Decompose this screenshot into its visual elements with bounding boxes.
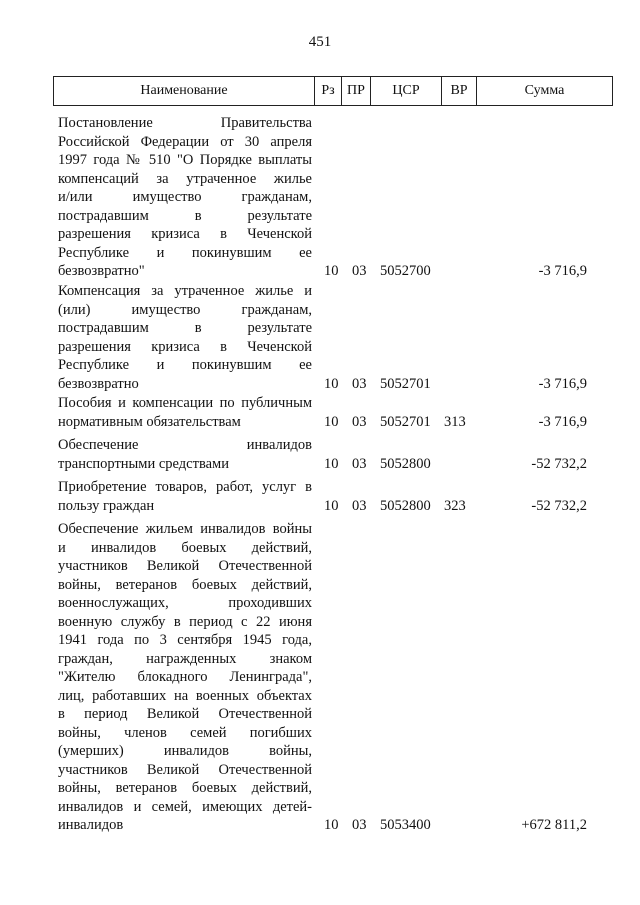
row-name <box>58 394 312 431</box>
row-name-line: транспортными средствами <box>58 455 229 472</box>
row-sum: -3 716,9 <box>538 375 587 392</box>
header-sum: Сумма <box>524 83 565 98</box>
row-pr: 03 <box>352 455 367 472</box>
table-row <box>0 478 640 515</box>
row-csr: 5053400 <box>380 817 431 833</box>
row-rz: 10 <box>324 817 339 833</box>
row-name-line: Республике и покинувшим ее <box>58 244 312 261</box>
row-name-line: инвалидов и семей, имеющих детей- <box>58 798 312 815</box>
row-name-line: "Жителю блокадного Ленинграда", <box>58 669 312 685</box>
row-name-line: войны, членов семей погибших <box>58 724 312 741</box>
row-sum: +672 811,2 <box>521 817 587 833</box>
row-sum: -3 716,9 <box>538 263 587 279</box>
row-sum: -3 716,9 <box>538 413 587 430</box>
header-rz: Рз <box>315 77 342 105</box>
row-name-line: безвозвратно <box>58 375 139 392</box>
row-name-line: 1997 года № 510 "О Порядке выплаты <box>58 152 312 168</box>
row-name-line: Компенсация за утраченное жилье и <box>58 283 312 299</box>
row-name-line: в период Великой Отечественной <box>58 706 312 722</box>
table-header <box>53 76 613 106</box>
row-name-line: граждан, награжденных знаком <box>58 650 312 667</box>
row-vr: 323 <box>444 497 466 514</box>
row-name-line: разрешения кризиса в Чеченской <box>58 226 312 242</box>
row-name-line: войны, ветеранов боевых действий, <box>58 780 312 796</box>
row-csr: 5052701 <box>380 413 431 430</box>
row-sum: -52 732,2 <box>531 455 587 472</box>
row-pr: 03 <box>352 263 367 279</box>
row-name-line: (умерших) инвалидов войны, <box>58 743 312 759</box>
header-name: Наименование <box>54 77 315 105</box>
row-pr: 03 <box>352 817 367 833</box>
row-name-line: инвалидов <box>58 817 124 833</box>
table-row <box>0 282 640 393</box>
row-name-line: нормативным обязательствам <box>58 413 241 430</box>
row-name-line: Обеспечение жильем инвалидов войны <box>58 521 312 537</box>
row-name <box>58 478 312 515</box>
table-row <box>0 520 640 835</box>
row-rz: 10 <box>324 455 339 472</box>
row-name-line: пострадавшим в результате <box>58 207 312 224</box>
row-rz: 10 <box>324 413 339 430</box>
row-vr: 313 <box>444 413 466 430</box>
table-row <box>0 114 640 281</box>
row-name <box>58 520 312 835</box>
row-name-line: компенсаций за утраченное жилье <box>58 170 312 187</box>
table-row <box>0 436 640 473</box>
row-name-line: участников Великой Отечественной <box>58 558 312 574</box>
page-number: 451 <box>308 34 332 50</box>
row-name <box>58 436 312 473</box>
row-name-line: Российской Федерации от 30 апреля <box>58 133 312 150</box>
header-pr: ПР <box>342 77 371 105</box>
row-rz: 10 <box>324 497 339 514</box>
row-name-line: безвозвратно" <box>58 263 145 279</box>
row-pr: 03 <box>352 497 367 514</box>
row-name-line: Обеспечение инвалидов <box>58 437 312 453</box>
table-row <box>0 394 640 431</box>
row-rz: 10 <box>324 375 339 392</box>
row-name-line: разрешения кризиса в Чеченской <box>58 338 312 355</box>
row-name-line: пострадавшим в результате <box>58 320 312 336</box>
row-pr: 03 <box>352 375 367 392</box>
row-name-line: Пособия и компенсации по публичным <box>58 395 312 411</box>
row-name-line: участников Великой Отечественной <box>58 761 312 778</box>
row-name <box>58 282 312 393</box>
row-name-line: Постановление Правительства <box>58 115 312 131</box>
row-sum: -52 732,2 <box>531 497 587 514</box>
row-name <box>58 114 312 281</box>
row-csr: 5052800 <box>380 497 431 514</box>
row-name-line: пользу граждан <box>58 497 155 514</box>
row-csr: 5052700 <box>380 263 431 279</box>
row-name-line: военнослужащих, проходивших <box>58 595 312 611</box>
row-name-line: войны, ветеранов боевых действий, <box>58 576 312 593</box>
row-name-line: военную службу в период с 22 июня <box>58 613 312 630</box>
row-name-line: Приобретение товаров, работ, услуг в <box>58 479 312 495</box>
row-name-line: и инвалидов боевых действий, <box>58 539 312 556</box>
row-name-line: Республике и покинувшим ее <box>58 357 312 373</box>
row-rz: 10 <box>324 263 339 279</box>
row-name-line: и/или имущество гражданам, <box>58 189 312 205</box>
header-csr: ЦСР <box>371 77 442 105</box>
row-csr: 5052800 <box>380 455 431 472</box>
row-name-line: (или) имущество гражданам, <box>58 301 312 318</box>
header-vr: ВР <box>442 77 477 105</box>
row-name-line: лиц, работавших на военных объектах <box>58 687 312 704</box>
row-csr: 5052701 <box>380 375 431 392</box>
row-pr: 03 <box>352 413 367 430</box>
row-name-line: 1941 года по 3 сентября 1945 года, <box>58 632 312 648</box>
